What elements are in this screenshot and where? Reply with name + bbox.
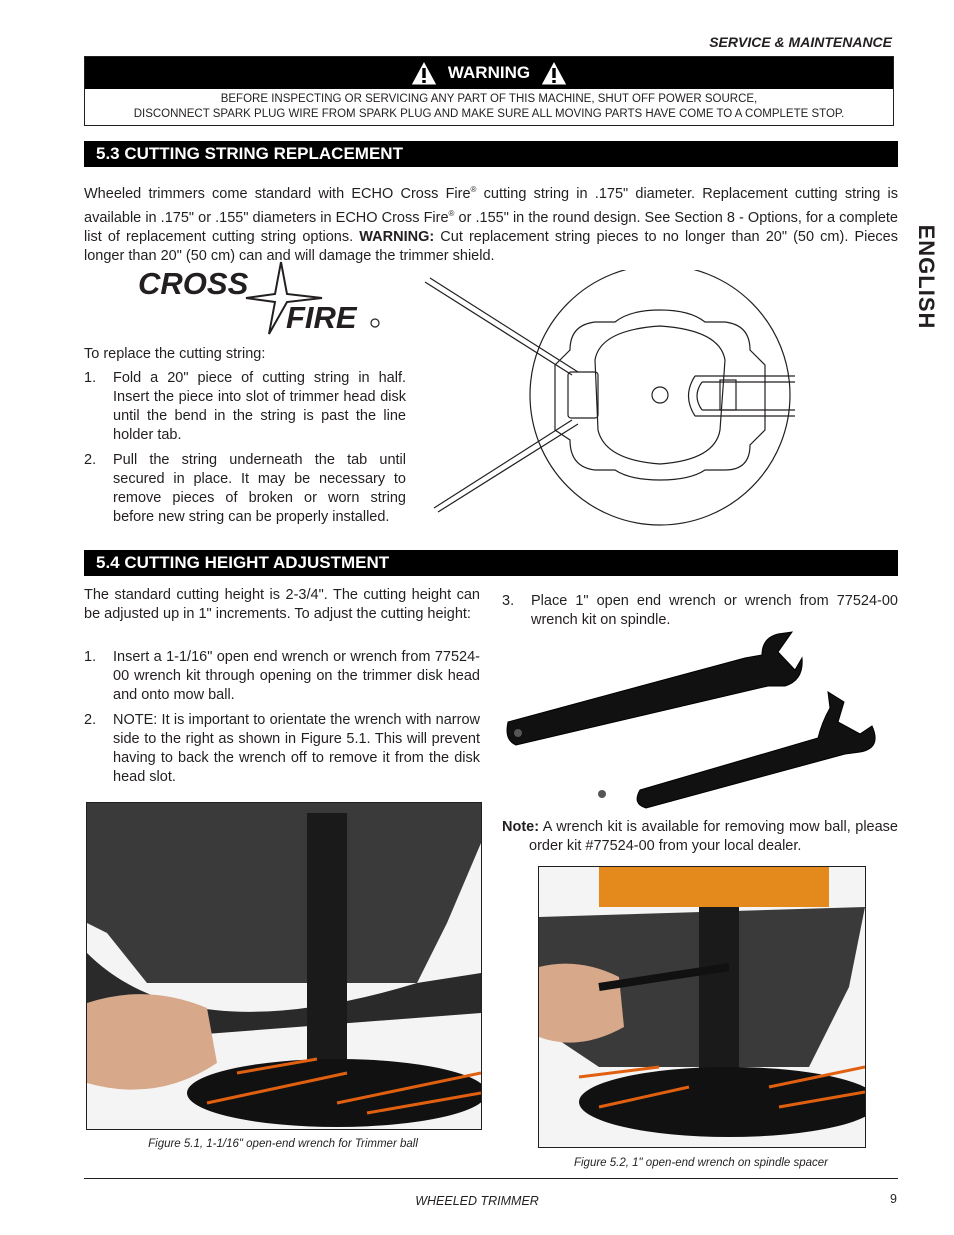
steps-intro: To replace the cutting string: <box>84 346 266 362</box>
intro-text-d: Cut replacement string pieces to no longer than 20" (50 cm). Pieces longer than 20" (50 cm) can and will damage the trimmer shield. <box>84 228 898 264</box>
figure-5-2-illustration <box>539 867 865 1147</box>
wrench-kit-note <box>502 818 898 856</box>
page-number: 9 <box>890 1192 897 1206</box>
list-item <box>84 711 480 787</box>
warning-line-2: DISCONNECT SPARK PLUG WIRE FROM SPARK PLUG AND MAKE SURE ALL MOVING PARTS HAVE COME TO A COMPLETE STOP. <box>133 108 845 120</box>
language-side-tab <box>906 222 946 332</box>
logo-word-cross: CROSS <box>138 266 249 301</box>
section-5-3-intro <box>84 180 898 266</box>
step-number: 3. <box>502 593 515 609</box>
warning-bar <box>85 57 893 89</box>
figure-5-2-photo <box>538 866 866 1148</box>
string-replacement-steps <box>84 369 406 533</box>
figure-5-1-caption: Figure 5.1, 1-1/16" open-end wrench for Trimmer ball <box>148 1138 418 1150</box>
figure-5-1-illustration <box>87 803 481 1129</box>
warning-triangle-icon <box>410 60 438 86</box>
step-text: Pull the string underneath the tab until secured in place. It may be necessary to remove pieces of broken or worn string before new string can be properly installed. <box>113 452 406 525</box>
warning-triangle-icon <box>540 60 568 86</box>
section-5-4-heading: 5.4 CUTTING HEIGHT ADJUSTMENT <box>84 550 898 576</box>
height-adjustment-steps <box>84 648 480 793</box>
registered-mark: ® <box>470 185 477 194</box>
step-number: 1. <box>84 370 97 386</box>
step-text: Fold a 20" piece of cutting string in half. Insert the piece into slot of trimmer head disk until the bend in the string is past the line holder tab. <box>113 370 406 443</box>
intro-text-c: or .155" in the round design. See Section 8 - Options, for a complete list of replacement cutting string options. <box>84 209 898 245</box>
note-label: Note: <box>502 819 540 835</box>
list-item <box>84 369 406 445</box>
step-text: NOTE: It is important to orientate the wrench with narrow side to the right as shown in Figure 5.1. This will prevent having to back the wrench off to remove it from the disk head slot. <box>113 712 480 785</box>
list-item <box>502 592 898 630</box>
warning-box <box>84 56 894 126</box>
footer-product: WHEELED TRIMMER <box>415 1194 539 1208</box>
registered-mark: ® <box>448 208 455 218</box>
center-hole <box>652 387 668 403</box>
list-item <box>84 648 480 705</box>
warning-line-1: BEFORE INSPECTING OR SERVICING ANY PART OF THIS MACHINE, SHUT OFF POWER SOURCE, <box>220 93 758 105</box>
trimmer-head-diagram <box>420 270 820 538</box>
footer-rule <box>84 1178 898 1179</box>
warning-text <box>85 89 893 122</box>
cross-fire-logo <box>134 258 384 338</box>
intro-warning-label: WARNING: <box>359 228 435 245</box>
step-number: 2. <box>84 452 97 468</box>
language-label: ENGLISH <box>914 224 939 330</box>
step-text: Place 1" open end wrench or wrench from 77524-00 wrench kit on spindle. <box>531 593 898 628</box>
running-header: SERVICE & MAINTENANCE <box>709 34 892 50</box>
figure-5-1-photo <box>86 802 482 1130</box>
figure-5-2-caption: Figure 5.2, 1" open-end wrench on spindle spacer <box>573 1157 829 1169</box>
note-text: A wrench kit is available for removing mow ball, please order kit #77524-00 from your local dealer. <box>529 819 898 854</box>
step-text: Insert a 1-1/16" open end wrench or wrench from 77524-00 wrench kit through opening on the trimmer disk head and onto mow ball. <box>113 649 480 703</box>
intro-text-a: Wheeled trimmers come standard with ECHO Cross Fire <box>84 185 471 202</box>
disk-outline <box>530 270 790 525</box>
logo-word-fire: FIRE <box>286 300 357 335</box>
section-5-4-intro: The standard cutting height is 2-3/4". The cutting height can be adjusted up in 1" increments. To adjust the cutting height: <box>84 587 480 622</box>
wrench-large <box>507 632 802 745</box>
warning-label: WARNING <box>447 63 531 82</box>
step-number: 2. <box>84 712 97 728</box>
intro-text-b: cutting string in .175" diameter. Replacement cutting string is available in .175" or .155" diameters in ECHO Cross Fire <box>84 185 898 226</box>
wrench-kit-image <box>500 630 900 810</box>
section-5-3-heading: 5.3 CUTTING STRING REPLACEMENT <box>84 141 898 167</box>
wrench-small <box>637 692 875 808</box>
list-item <box>84 451 406 527</box>
step-number: 1. <box>84 649 97 665</box>
